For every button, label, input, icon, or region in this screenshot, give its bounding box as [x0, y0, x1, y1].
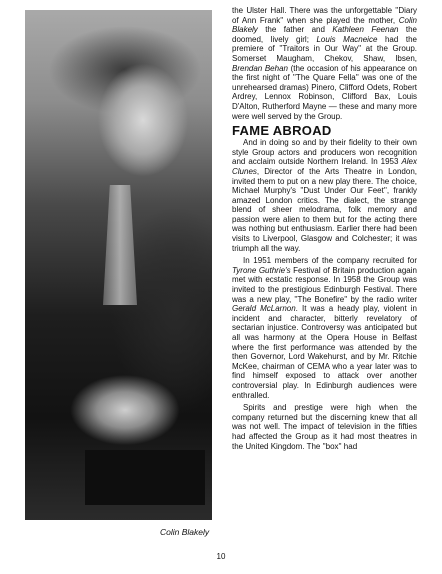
- italic-name: Brendan Behan: [232, 63, 288, 73]
- paragraph-1: the Ulster Hall. There was the unforgettable ''Diary of Ann Frank'' when she played the mother, Colin Blakely the father and Kathleen Feenan the doomed, lively girl; Louis Macneice had the premiere of ''Traitors in Our Way'' at the Group. Somerset Maugham, Chekov, Shaw, Ibsen, Brendan Behan (the occasion of his appearance on the first night of ''The Quare Fella'' was one of the unrehearsed dramas) Pinero, Clifford Odets, Robert Ardrey, Lennox Robinson, Clifford Bax, Louis D'Alton, Rutherford Mayne — these and many more were well served by the Group.: [232, 6, 417, 121]
- italic-name: Alex Clunes: [232, 157, 417, 176]
- italic-name: Tyrone Guthrie's: [232, 265, 291, 275]
- photo-caption: Colin Blakely: [160, 527, 210, 537]
- photo-shadow-detail: [85, 450, 205, 505]
- portrait-photo: [25, 10, 212, 520]
- article-column: [232, 6, 417, 451]
- page-number: 10: [216, 552, 226, 561]
- italic-name: Louis Macneice: [316, 34, 378, 44]
- italic-name: Colin Blakely: [232, 15, 417, 35]
- paragraph-4: Spirits and prestige were high when the company returned but the discerning knew that all was not well. The impact of television in the fifties had affected the Group as it had most theatres in the United Kingdom. The ''box'' had: [232, 403, 417, 451]
- paragraph-2: And in doing so and by their fidelity to their own style Group actors and producers won recognition and acclaim outside Northern Ireland. In 1953 Alex Clunes, Director of the Arts Theatre in London, invited them to put on a new play there. The choice, Michael Murphy's ''Dust Under Our Feet'', frankly amazed London critics. The dialect, the strange blend of sheer melodrama, folk memory and passion were alien to them but for the acting there was nothing but enthusiasm. Earlier there had been visits to Liverpool, Glasgow and Colchester; it was triumph all the way.: [232, 138, 417, 253]
- photo-shirt-detail: [103, 185, 137, 305]
- section-heading: FAME ABROAD: [232, 123, 332, 139]
- italic-name: Kathleen Feenan: [332, 25, 399, 35]
- italic-name: Gerald McLarnon: [232, 304, 296, 314]
- paragraph-3: In 1951 members of the company recruited for Tyrone Guthrie's Festival of Britain production again met with ecstatic response. In 1958 the Group was invited to the prestigious Edinburgh Festival. There was a new play, ''The Bonefire'' by the radio writer Gerald McLarnon. It was a heady play, violent in incident and character, bitterly revelatory of sectarian injustice. Controversy was anticipated but all was harmony at the Opera House in Belfast where the first performance was attended by the then Governor, Lord Wakehurst, and by Mr. Ritchie McKee, chairman of CEMA who a year later was to find himself exposed to attack over another controversial play. In Edinburgh audiences were enthralled.: [232, 256, 418, 400]
